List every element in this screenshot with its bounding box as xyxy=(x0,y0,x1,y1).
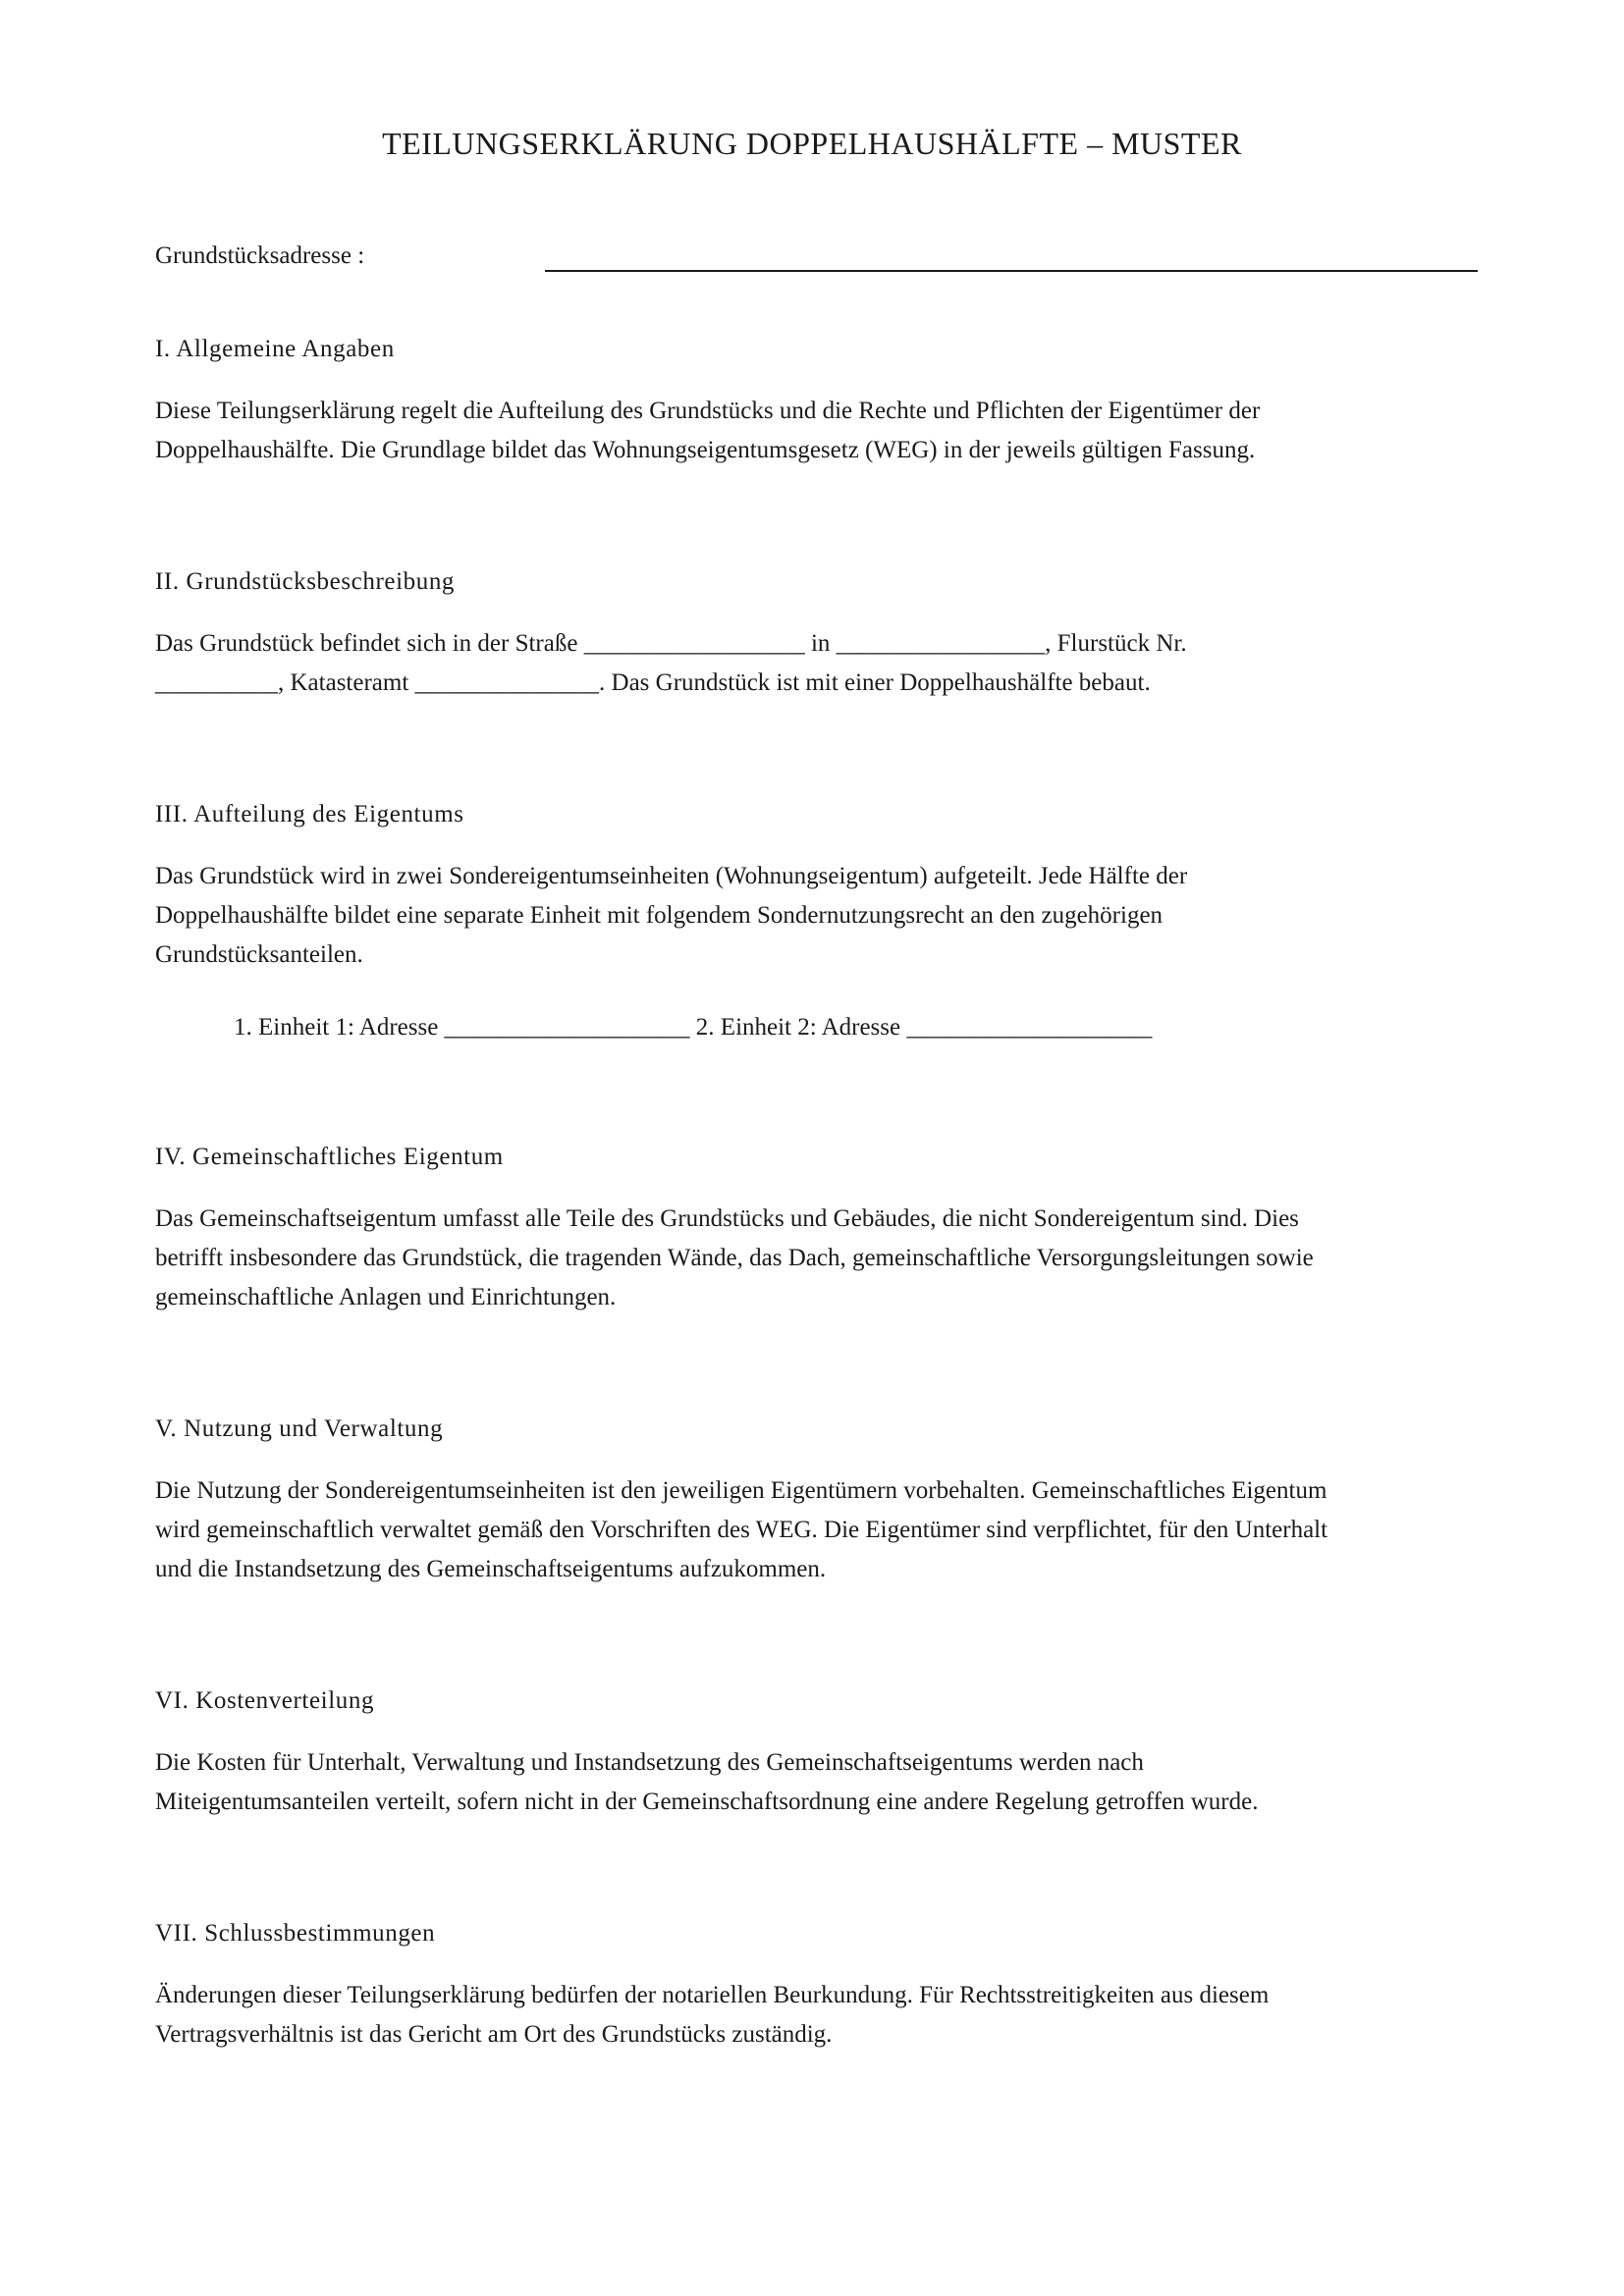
text-line: Änderungen dieser Teilungserklärung bedürfen der notariellen Beurkundung. Für Rechtsstreitigkeiten aus diesem xyxy=(155,1982,1270,2008)
address-label: Grundstücksadresse : xyxy=(155,242,365,269)
text-line: Grundstücksanteilen. xyxy=(155,941,363,968)
section-heading-common-property: IV. Gemeinschaftliches Eigentum xyxy=(155,1144,504,1170)
section-text-common-property xyxy=(155,1200,1481,1317)
section-text-ownership-division xyxy=(155,857,1481,975)
text-line: Die Kosten für Unterhalt, Verwaltung und Instandsetzung des Gemeinschaftseigentums werden nach xyxy=(155,1749,1144,1776)
section-heading-general: I. Allgemeine Angaben xyxy=(155,336,395,362)
section-text-use-management xyxy=(155,1471,1481,1589)
section-heading-final-provisions: VII. Schlussbestimmungen xyxy=(155,1920,436,1947)
text-line: wird gemeinschaftlich verwaltet gemäß den Vorschriften des WEG. Die Eigentümer sind verpflichtet, für den Unterhalt xyxy=(155,1517,1328,1543)
text-line: und die Instandsetzung des Gemeinschaftseigentums aufzukommen. xyxy=(155,1556,827,1582)
text-line: Das Grundstück wird in zwei Sondereigentumseinheiten (Wohnungseigentum) aufgeteilt. Jede Hälfte der xyxy=(155,863,1188,889)
text-line: Die Nutzung der Sondereigentumseinheiten ist den jeweiligen Eigentümern vorbehalten. Gemeinschaftliches Eigentum xyxy=(155,1477,1327,1504)
section-heading-ownership-division: III. Aufteilung des Eigentums xyxy=(155,801,464,828)
section-heading-use-management: V. Nutzung und Verwaltung xyxy=(155,1415,444,1442)
section-text-general xyxy=(155,392,1481,470)
address-blank-line xyxy=(545,270,1478,272)
text-line: Diese Teilungserklärung regelt die Aufteilung des Grundstücks und die Rechte und Pflichten der Eigentümer der xyxy=(155,398,1261,424)
section-text-final-provisions xyxy=(155,1976,1481,2055)
unit-enumeration: 1. Einheit 1: Adresse ____________________ 2. Einheit 2: Adresse ____________________ xyxy=(234,1014,1153,1041)
section-heading-cost-allocation: VI. Kostenverteilung xyxy=(155,1687,375,1714)
text-line: Doppelhaushälfte bildet eine separate Einheit mit folgendem Sondernutzungsrecht an den zugehörigen xyxy=(155,902,1164,929)
text-line: Das Grundstück befindet sich in der Straße __________________ in _________________, Flurstück Nr. xyxy=(155,630,1187,657)
text-line: Vertragsverhältnis ist das Gericht am Ort des Grundstücks zuständig. xyxy=(155,2021,833,2048)
text-line: betrifft insbesondere das Grundstück, die tragenden Wände, das Dach, gemeinschaftliche Versorgungsleitungen sowie xyxy=(155,1245,1314,1271)
text-line: Doppelhaushälfte. Die Grundlage bildet das Wohnungseigentumsgesetz (WEG) in der jeweils gültigen Fassung. xyxy=(155,437,1256,463)
text-line: __________, Katasteramt _______________. Das Grundstück ist mit einer Doppelhaushälfte bebaut. xyxy=(155,669,1151,696)
text-line: gemeinschaftliche Anlagen und Einrichtungen. xyxy=(155,1284,617,1310)
text-line: Das Gemeinschaftseigentum umfasst alle Teile des Grundstücks und Gebäudes, die nicht Sondereigentum sind. Dies xyxy=(155,1205,1299,1232)
section-text-property-description xyxy=(155,624,1481,703)
section-heading-property-description: II. Grundstücksbeschreibung xyxy=(155,568,456,595)
document-title: TEILUNGSERKLÄRUNG DOPPELHAUSHÄLFTE – MUSTER xyxy=(382,126,1242,161)
text-line: Miteigentumsanteilen verteilt, sofern nicht in der Gemeinschaftsordnung eine andere Regelung getroffen wurde. xyxy=(155,1789,1259,1815)
section-text-cost-allocation xyxy=(155,1743,1481,1822)
